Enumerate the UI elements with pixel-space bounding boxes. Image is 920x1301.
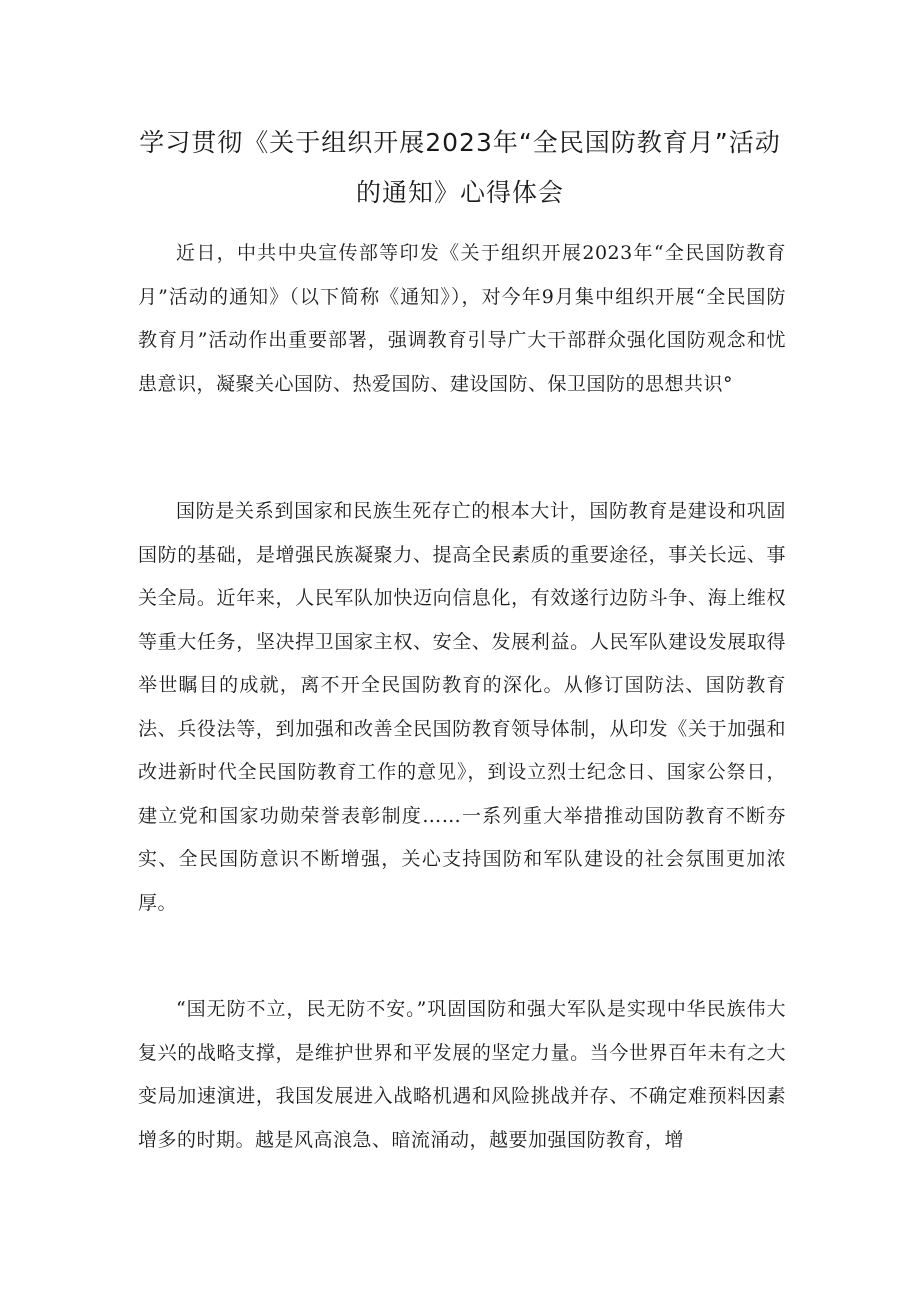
title-line-2: 的通知》心得体会 <box>355 178 564 207</box>
document-title <box>120 118 800 218</box>
paragraph-1: 近日，中共中央宣传部等印发《关于组织开展2023年“全民国防教育月”活动的通知》（以下简称《通知》），对今年9月集中组织开展“全民国防教育月”活动作出重要部署，强调教育引导广大干部群众强化国防观念和忧患意识，凝聚关心国防、热爱国防、建设国防、保卫国防的思想共识° <box>138 242 786 395</box>
paragraph-3: “国无防不立，民无防不安。”巩固国防和强大军队是实现中华民族伟大复兴的战略支撑，是维护世界和平发展的坚定力量。当今世界百年未有之大变局加速演进，我国发展进入战略机遇和风险挑战并存、不确定难预料因素增多的时期。越是风高浪急、暗流涌动，越要加强国防教育，增 <box>138 998 786 1151</box>
paragraph-2: 国防是关系到国家和民族生死存亡的根本大计，国防教育是建设和巩固国防的基础，是增强民族凝聚力、提高全民素质的重要途径，事关长远、事关全局。近年来，人民军队加快迈向信息化，有效遂行边防斗争、海上维权等重大任务，坚决捍卫国家主权、安全、发展利益。人民军队建设发展取得举世瞩目的成就，离不开全民国防教育的深化。从修订国防法、国防教育法、兵役法等，到加强和改善全民国防教育领导体制，从印发《关于加强和改进新时代全民国防教育工作的意见》，到设立烈士纪念日、国家公祭日，建立党和国家功勋荣誉表彰制度……一系列重大举措推动国防教育不断夯实、全民国防意识不断增强，关心支持国防和军队建设的社会氛围更加浓厚。 <box>138 500 786 914</box>
title-line-1: 学习贯彻《关于组织开展2023年“全民国防教育月”活动 <box>139 128 781 157</box>
